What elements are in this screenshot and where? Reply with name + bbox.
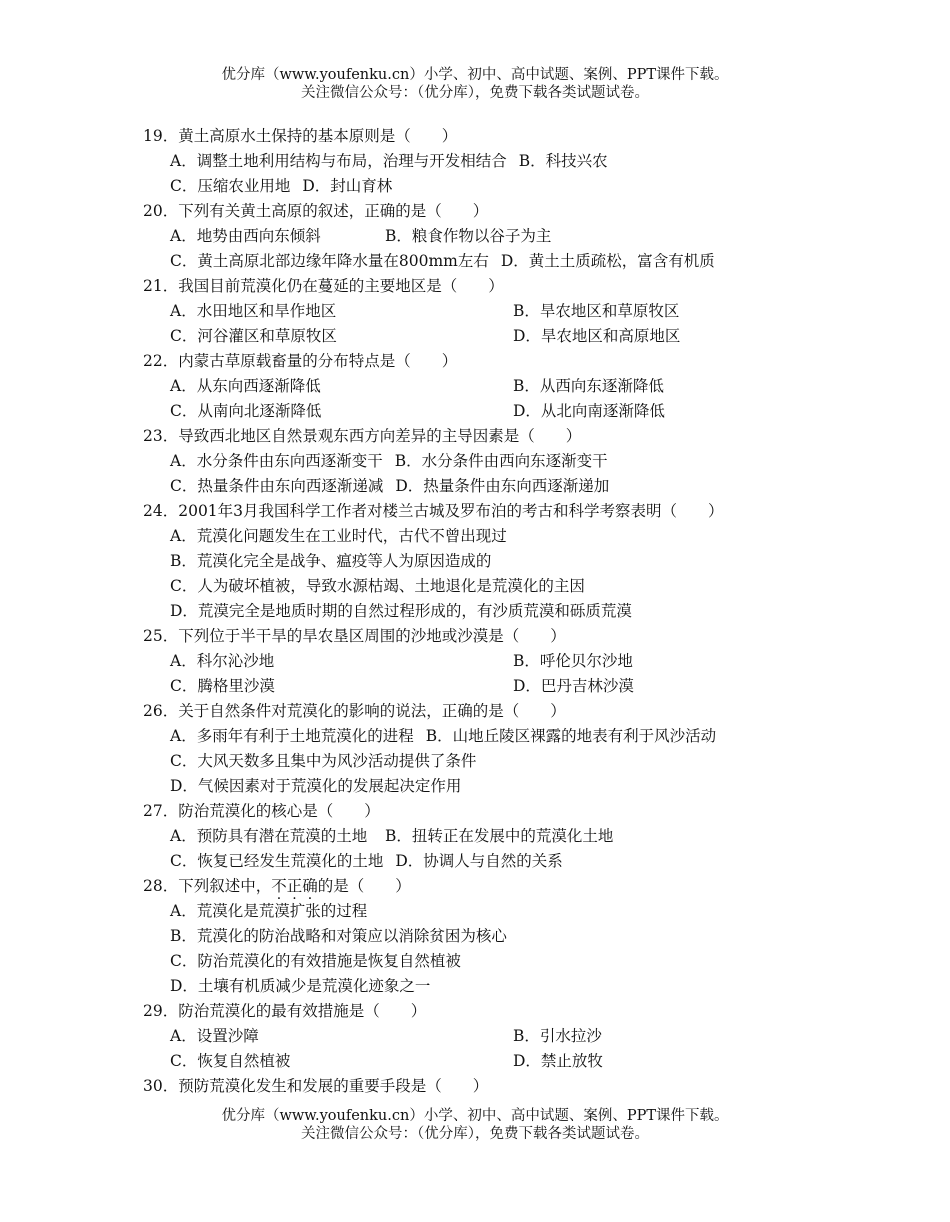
- footer-line-1: 优分库（www.youfenku.cn）小学、初中、高中试题、案例、PPT课件下载。: [221, 1108, 729, 1124]
- option-row: [143, 749, 903, 774]
- option-row: [143, 924, 903, 949]
- question-stem: 28．下列叙述中，不正确的是（ ）: [143, 877, 411, 895]
- answer-option: A．荒漠化是荒漠扩张的过程: [170, 902, 368, 920]
- question-stem: 21．我国目前荒漠化仍在蔓延的主要地区是（ ）: [143, 277, 504, 295]
- answer-option: C．热量条件由东向西逐渐递减: [170, 477, 384, 495]
- answer-option: D．封山育林: [302, 177, 393, 195]
- answer-option: D．荒漠完全是地质时期的自然过程形成的，有沙质荒漠和砾质荒漠: [170, 602, 632, 620]
- answer-option: A．水分条件由东向西逐渐变干: [170, 452, 383, 470]
- option-row: [143, 224, 903, 249]
- answer-option: A．从东向西逐渐降低: [170, 377, 321, 395]
- footer-line-2: 关注微信公众号：（优分库），免费下载各类试题试卷。: [301, 1126, 649, 1142]
- answer-option: A．设置沙障: [170, 1027, 259, 1045]
- question-stem: 23．导致西北地区自然景观东西方向差异的主导因素是（ ）: [143, 427, 582, 445]
- option-row: [143, 574, 903, 599]
- option-row: [143, 324, 903, 349]
- option-row: [143, 174, 903, 199]
- question-list: [143, 124, 903, 1099]
- question-stem: 27．防治荒漠化的核心是（ ）: [143, 802, 380, 820]
- answer-option: D．从北向南逐渐降低: [513, 402, 665, 420]
- option-row: [143, 374, 903, 399]
- answer-option: D．气候因素对于荒漠化的发展起决定作用: [170, 777, 462, 795]
- answer-option: A．荒漠化问题发生在工业时代，古代不曾出现过: [170, 527, 507, 545]
- option-row: [143, 649, 903, 674]
- answer-option: B．山地丘陵区裸露的地表有利于风沙活动: [425, 727, 717, 745]
- option-row: [143, 599, 903, 624]
- option-row: [143, 849, 903, 874]
- answer-option: D．热量条件由东向西逐渐递加: [395, 477, 610, 495]
- question-stem: 26．关于自然条件对荒漠化的影响的说法，正确的是（ ）: [143, 702, 566, 720]
- answer-option: B．荒漠化完全是战争、瘟疫等人为原因造成的: [170, 552, 492, 570]
- answer-option: B．从西向东逐渐降低: [513, 377, 664, 395]
- option-row: [143, 549, 903, 574]
- question-stem: 30．预防荒漠化发生和发展的重要手段是（ ）: [143, 1077, 489, 1095]
- answer-option: A．地势由西向东倾斜: [170, 227, 321, 245]
- header-line-2: 关注微信公众号：（优分库），免费下载各类试题试卷。: [301, 85, 649, 101]
- question-stem: 20．下列有关黄土高原的叙述，正确的是（ ）: [143, 202, 489, 220]
- answer-option: B．呼伦贝尔沙地: [513, 652, 633, 670]
- option-row: [143, 249, 903, 274]
- question-stem: 24．2001年3月我国科学工作者对楼兰古城及罗布泊的考古和科学考察表明（ ）: [143, 502, 724, 520]
- option-row: [143, 724, 903, 749]
- option-row: [143, 949, 903, 974]
- option-row: [143, 149, 903, 174]
- option-row: [143, 399, 903, 424]
- option-row: [143, 774, 903, 799]
- answer-option: A．预防具有潜在荒漠的土地: [170, 827, 368, 845]
- question-stem: 22．内蒙古草原载畜量的分布特点是（ ）: [143, 352, 458, 370]
- header-line-1: 优分库（www.youfenku.cn）小学、初中、高中试题、案例、PPT课件下载。: [221, 67, 729, 83]
- answer-option: D．禁止放牧: [513, 1052, 603, 1070]
- answer-option: D．巴丹吉林沙漠: [513, 677, 634, 695]
- answer-option: B．粮食作物以谷子为主: [385, 227, 552, 245]
- answer-option: C．压缩农业用地: [170, 177, 291, 195]
- answer-option: C．恢复已经发生荒漠化的土地: [170, 852, 384, 870]
- answer-option: A．调整土地利用结构与布局，治理与开发相结合: [170, 152, 507, 170]
- answer-option: C．腾格里沙漠: [170, 677, 275, 695]
- question-stem: 19．黄土高原水土保持的基本原则是（ ）: [143, 127, 458, 145]
- answer-option: A．多雨年有利于土地荒漠化的进程: [170, 727, 414, 745]
- page-footer: [0, 1107, 950, 1143]
- question-stem: 25．下列位于半干旱的旱农垦区周围的沙地或沙漠是（ ）: [143, 627, 566, 645]
- answer-option: C．人为破坏植被，导致水源枯竭、土地退化是荒漠化的主因: [170, 577, 585, 595]
- answer-option: D．旱农地区和高原地区: [513, 327, 681, 345]
- answer-option: D．土壤有机质减少是荒漠化迹象之一: [170, 977, 431, 995]
- option-row: [143, 299, 903, 324]
- answer-option: B．荒漠化的防治战略和对策应以消除贫困为核心: [170, 927, 507, 945]
- answer-option: B．科技兴农: [518, 152, 608, 170]
- answer-option: D．协调人与自然的关系: [395, 852, 563, 870]
- page-header: [0, 66, 950, 102]
- option-row: [143, 974, 903, 999]
- option-row: [143, 899, 903, 924]
- option-row: [143, 449, 903, 474]
- answer-option: B．扭转正在发展中的荒漠化土地: [385, 827, 614, 845]
- answer-option: A．科尔沁沙地: [170, 652, 275, 670]
- option-row: [143, 674, 903, 699]
- option-row: [143, 1049, 903, 1074]
- answer-option: B．引水拉沙: [513, 1027, 602, 1045]
- answer-option: C．黄土高原北部边缘年降水量在800mm左右: [170, 252, 489, 270]
- option-row: [143, 1024, 903, 1049]
- option-row: [143, 824, 903, 849]
- answer-option: C．恢复自然植被: [170, 1052, 291, 1070]
- answer-option: C．河谷灌区和草原牧区: [170, 327, 337, 345]
- answer-option: D．黄土土质疏松，富含有机质: [500, 252, 715, 270]
- option-row: [143, 524, 903, 549]
- option-row: [143, 474, 903, 499]
- question-stem: 29．防治荒漠化的最有效措施是（ ）: [143, 1002, 427, 1020]
- answer-option: A．水田地区和旱作地区: [170, 302, 337, 320]
- answer-option: B．旱农地区和草原牧区: [513, 302, 680, 320]
- answer-option: B．水分条件由西向东逐渐变干: [394, 452, 608, 470]
- answer-option: C．防治荒漠化的有效措施是恢复自然植被: [170, 952, 461, 970]
- answer-option: C．从南向北逐渐降低: [170, 402, 322, 420]
- answer-option: C．大风天数多且集中为风沙活动提供了条件: [170, 752, 477, 770]
